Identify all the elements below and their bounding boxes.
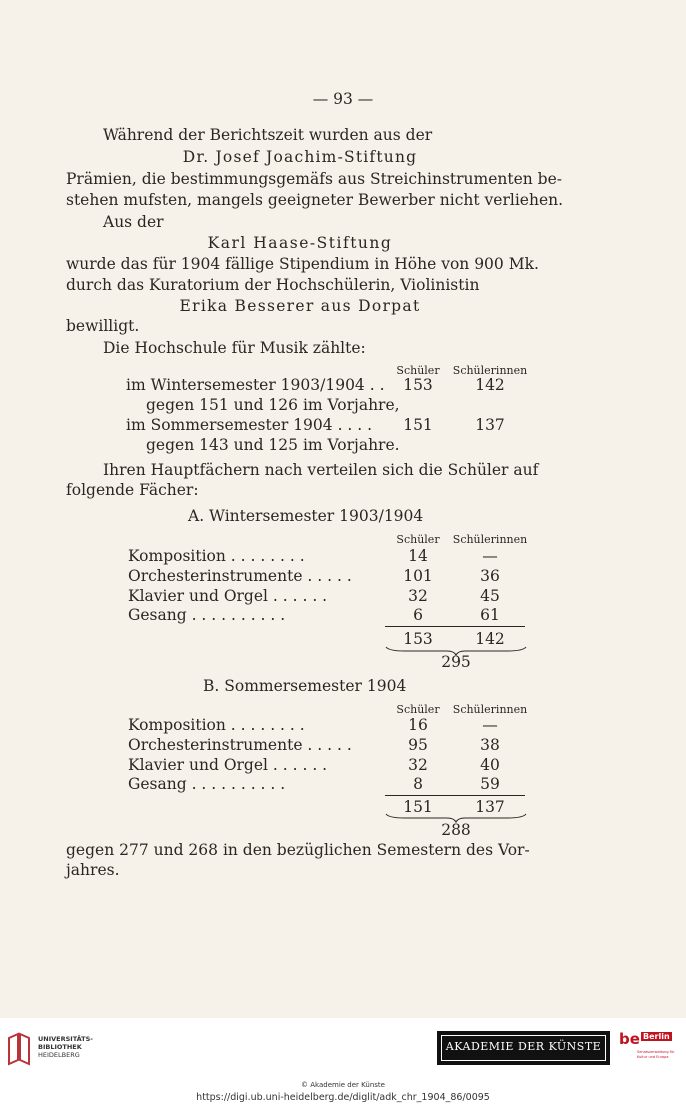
- paragraph-text: Die Hochschule für Musik zählte:: [103, 339, 366, 357]
- table-cell: 101: [403, 567, 433, 585]
- count-value: 142: [475, 376, 505, 394]
- count-value: 151: [403, 416, 433, 434]
- table-row-label: Klavier und Orgel . . . . . .: [128, 587, 328, 605]
- paragraph-text: Ihren Hauptfächern nach verteilen sich die Schüler auf: [103, 461, 539, 479]
- student-name: Erika Besserer aus Dorpat: [179, 297, 421, 315]
- column-header-schueler: Schüler: [396, 703, 440, 716]
- table-row-label: Klavier und Orgel . . . . . .: [128, 756, 328, 774]
- source-url[interactable]: https://digi.ub.uni-heidelberg.de/diglit/adk_chr_1904_86/0095: [196, 1092, 490, 1103]
- table-cell: 36: [480, 567, 500, 585]
- berlin-logo-subtitle: Senatsverwaltung für Kultur und Europa: [637, 1050, 675, 1059]
- count-label: im Sommersemester 1904 . . . .: [126, 416, 373, 434]
- grand-total: 295: [441, 653, 471, 671]
- berlin-logo: [619, 1030, 677, 1068]
- sum-value: 153: [403, 630, 433, 648]
- copyright-text: © Akademie der Künste: [301, 1081, 385, 1089]
- table-cell: 32: [408, 587, 428, 605]
- table-title: A. Wintersemester 1903/1904: [188, 507, 424, 525]
- table-row-label: Orchesterinstrumente . . . . .: [128, 567, 352, 585]
- count-previous: gegen 143 und 125 im Vorjahre.: [146, 436, 400, 454]
- table-row-label: Orchesterinstrumente . . . . .: [128, 736, 352, 754]
- table-row-label: Gesang . . . . . . . . . .: [128, 775, 286, 793]
- column-header-schuelerinnen: Schülerinnen: [452, 703, 528, 716]
- table-cell: 61: [480, 606, 500, 624]
- table-cell: —: [482, 547, 498, 565]
- page-number: — 93 —: [312, 90, 374, 108]
- table-cell: —: [482, 716, 498, 734]
- paragraph-text: jahres.: [66, 861, 120, 879]
- library-name-line3: HEIDELBERG: [38, 1051, 80, 1059]
- table-cell: 14: [408, 547, 428, 565]
- paragraph-text: Während der Berichtszeit wurden aus der: [103, 126, 433, 144]
- paragraph-text: Prämien, die bestimmungsgemäfs aus Streichinstrumenten be-: [66, 170, 563, 188]
- paragraph-text: durch das Kuratorium der Hochschülerin, Violinistin: [66, 276, 480, 294]
- paragraph-text: gegen 277 und 268 in den bezüglichen Semestern des Vor-: [66, 841, 530, 859]
- berlin-logo-label: Berlin: [643, 1032, 670, 1041]
- footer: [0, 1018, 686, 1108]
- akademie-logo-text: AKADEMIE DER KÜNSTE: [445, 1040, 602, 1053]
- table-row-label: Komposition . . . . . . . .: [128, 716, 305, 734]
- sum-rule: [385, 626, 525, 627]
- berlin-logo-be: be: [619, 1030, 640, 1048]
- library-logo-icon: [6, 1030, 32, 1066]
- table-cell: 32: [408, 756, 428, 774]
- foundation-name: Dr. Josef Joachim-Stiftung: [182, 148, 418, 166]
- column-header-schuelerinnen: Schülerinnen: [452, 364, 528, 377]
- paragraph-text: wurde das für 1904 fällige Stipendium in Höhe von 900 Mk.: [66, 255, 539, 273]
- column-header-schuelerinnen: Schülerinnen: [452, 533, 528, 546]
- table-cell: 38: [480, 736, 500, 754]
- count-value: 137: [475, 416, 505, 434]
- column-header-schueler: Schüler: [396, 533, 440, 546]
- library-name-line2: BIBLIOTHEK: [38, 1043, 82, 1051]
- table-cell: 40: [480, 756, 500, 774]
- akademie-logo: [437, 1031, 610, 1065]
- table-cell: 8: [413, 775, 423, 793]
- paragraph-text: Aus der: [103, 213, 164, 231]
- table-cell: 59: [480, 775, 500, 793]
- sum-value: 142: [475, 630, 505, 648]
- foundation-name: Karl Haase-Stiftung: [207, 234, 393, 252]
- count-previous: gegen 151 und 126 im Vorjahre,: [146, 396, 400, 414]
- count-label: im Wintersemester 1903/1904 . .: [126, 376, 385, 394]
- grand-total: 288: [441, 821, 471, 839]
- table-title: B. Sommersemester 1904: [203, 677, 407, 695]
- paragraph-text: bewilligt.: [66, 317, 140, 335]
- sum-rule: [385, 795, 525, 796]
- paragraph-text: folgende Fächer:: [66, 481, 199, 499]
- sum-value: 137: [475, 798, 505, 816]
- column-header-schueler: Schüler: [396, 364, 440, 377]
- table-cell: 95: [408, 736, 428, 754]
- table-cell: 45: [480, 587, 500, 605]
- sum-value: 151: [403, 798, 433, 816]
- count-value: 153: [403, 376, 433, 394]
- paragraph-text: stehen mufsten, mangels geeigneter Bewerber nicht verliehen.: [66, 191, 564, 209]
- table-cell: 16: [408, 716, 428, 734]
- library-name-line1: UNIVERSITÄTS-: [38, 1035, 93, 1043]
- table-cell: 6: [413, 606, 423, 624]
- table-row-label: Komposition . . . . . . . .: [128, 547, 305, 565]
- table-row-label: Gesang . . . . . . . . . .: [128, 606, 286, 624]
